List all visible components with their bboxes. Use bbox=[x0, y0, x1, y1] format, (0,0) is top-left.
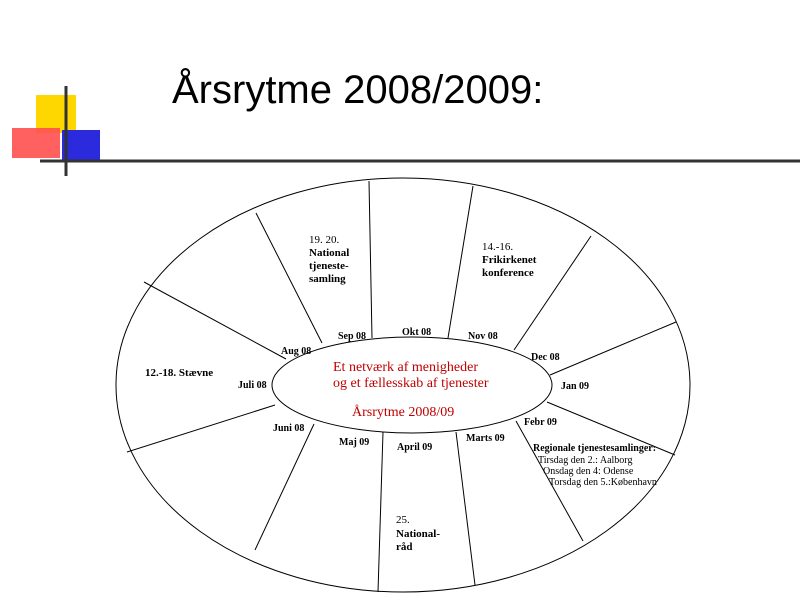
svg-text:Tirsdag den 2.: Aalborg: Tirsdag den 2.: Aalborg bbox=[538, 455, 633, 466]
svg-text:Onsdag den 4: Odense: Onsdag den 4: Odense bbox=[543, 466, 634, 477]
center-title: Årsrytme 2008/09 bbox=[352, 405, 455, 420]
month-feb: Febr 09 bbox=[524, 417, 557, 428]
month-juli: Juli 08 bbox=[238, 380, 267, 391]
svg-text:samling: samling bbox=[309, 273, 346, 285]
month-okt: Okt 08 bbox=[402, 327, 432, 338]
month-maj: Maj 09 bbox=[339, 437, 370, 448]
event-nationalraad bbox=[396, 514, 440, 553]
month-sep: Sep 08 bbox=[338, 331, 367, 342]
svg-text:National: National bbox=[309, 247, 350, 259]
month-marts: Marts 09 bbox=[466, 433, 505, 444]
svg-text:19. 20.: 19. 20. bbox=[309, 234, 340, 246]
month-april: April 09 bbox=[397, 442, 433, 453]
svg-text:National-: National- bbox=[396, 528, 440, 540]
month-juni: Juni 08 bbox=[273, 423, 305, 434]
svg-text:råd: råd bbox=[396, 541, 413, 553]
event-frikirkenet bbox=[482, 241, 537, 279]
month-dec: Dec 08 bbox=[531, 352, 560, 363]
svg-text:Regionale tjenestesamlinger:: Regionale tjenestesamlinger: bbox=[533, 443, 657, 454]
svg-text:tjeneste-: tjeneste- bbox=[309, 260, 349, 272]
svg-text:Torsdag den 5.:København: Torsdag den 5.:København bbox=[549, 477, 657, 488]
slide-title: Årsrytme 2008/2009: bbox=[172, 68, 544, 112]
month-aug: Aug 08 bbox=[281, 346, 312, 357]
svg-text:Frikirkenet: Frikirkenet bbox=[482, 254, 537, 266]
center-line-2: og et fællesskab af tjenester bbox=[333, 376, 489, 391]
event-staevne: 12.-18. Stævne bbox=[145, 367, 214, 379]
center-line-1: Et netværk af menigheder bbox=[333, 360, 479, 375]
svg-text:14.-16.: 14.-16. bbox=[482, 241, 514, 253]
month-nov: Nov 08 bbox=[468, 331, 498, 342]
event-regionale bbox=[533, 443, 657, 488]
event-national-samling bbox=[309, 234, 349, 285]
month-jan: Jan 09 bbox=[561, 381, 590, 392]
svg-text:konference: konference bbox=[482, 267, 534, 279]
svg-text:25.: 25. bbox=[396, 514, 410, 526]
